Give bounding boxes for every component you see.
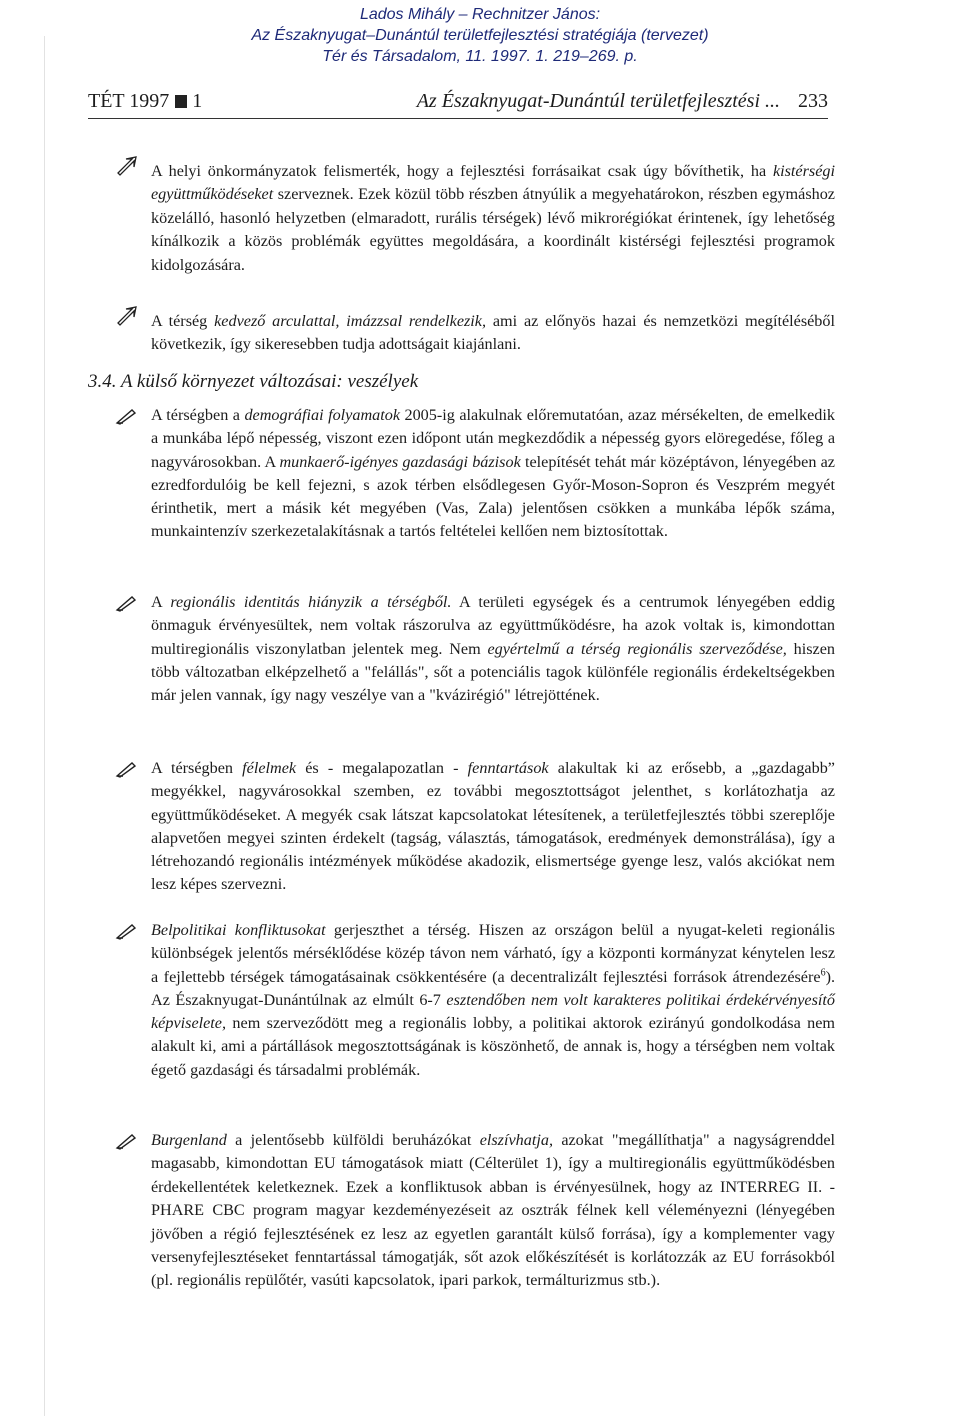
opportunity-item bbox=[151, 310, 835, 356]
pencil-icon bbox=[115, 919, 139, 941]
pencil-icon bbox=[115, 757, 139, 779]
citation-source: Tér és Társadalom, 11. 1997. 1. 219–269. p. bbox=[322, 48, 638, 65]
page-number: 233 bbox=[798, 90, 828, 112]
threat-text: Burgenland a jelentősebb külföldi beruházókat elszívhatja, azokat "megállíthatja" a nagyságrenddel magasabb, kimondottan EU támogatások miatt (Célterület 1), így a multiregionális együttműködésben érdekellentétek keletkeznek. Ezek a konfliktusok abban is érvényesülnek, hogy az INTERREG II. - PHARE CBC program magyar kezdeményezéseit az osztrák félnek kell véleményezni (lényegében jövőben a régió fejlesztésének ez lesz az egyetlen garantált külső forrása), így a komplementer vagy versenyfejlesztéseket fenntartással támogatják, sőt azok előkészítését is korlátozzák az EU forrásokból (pl. regionális repülőtér, vasúti kapcsolatok, ipari parkok, termálturizmus stb.). bbox=[151, 1131, 835, 1290]
citation-block bbox=[0, 4, 960, 67]
threat-text: A regionális identitás hiányzik a térségből. A területi egységek és a centrumok lényegében eddig önmaguk érvényesültek, nem voltak rászorulva az együttműködésre, ha azok voltak is, kimondottan multiregionális viszonylatban jelentek meg. Nem egyértelmű a térség regionális szerveződése, hiszen több változatban elképzelhető a "felállás", sőt a potenciális tagok különféle regionális érdekeltségekben már jelen vannak, így nagy veszélye van a "kvázirégió" létrejöttének. bbox=[151, 593, 835, 704]
citation-title: Az Északnyugat–Dunántúl területfejlesztési stratégiája (tervezet) bbox=[251, 27, 709, 44]
opportunity-text: A helyi önkormányzatok felismerték, hogy a fejlesztési forrásaikat csak úgy bővíthetik, ha kistérségi együttműködéseket szerveznek. Ezek közül több részben átnyúlik a megyehatárokon, részben egymáshoz közelálló, hasonló helyzetben (elmaradott, rurális térségek) lévő mikrorégiókat érintenek, így lehetőség kínálkozik a közös problémák együttes megoldására, a koordinált kistérségi fejlesztési programok kidolgozására. bbox=[151, 162, 835, 274]
opportunity-item bbox=[151, 160, 835, 277]
threat-item bbox=[151, 404, 835, 544]
pencil-icon bbox=[115, 1129, 139, 1151]
section-title: 3.4. A külső környezet változásai: veszélyek bbox=[88, 371, 419, 392]
threat-item bbox=[151, 1129, 835, 1293]
threat-item bbox=[151, 591, 835, 707]
threat-text: Belpolitikai konfliktusokat gerjeszthet a térség. Hiszen az országon belül a nyugat-keleti regionális különbségek jelentős mérséklődése közép távon nem várható, így a központi kormányzat kénytelen lesz a fejlettebb térségek támogatásainak csökkentésére (a decentralizált fejlesztési források átrendezésére$^6$). Az Északnyugat-Dunántúlnak az elmúlt 6-7 esztendőben nem volt karakteres politikai érdekérvényesítő képviselete, nem szerveződött meg a regionális lobby, a politikai aktorok ezirányú gondolkodása nem alakult ki, ami a pártállások megosztottságának is köszönhető, de annak is, hogy a térségben nem voltak égető gazdasági és társadalmi problémák. bbox=[151, 921, 835, 1079]
pencil-icon bbox=[115, 404, 139, 426]
square-separator-icon bbox=[175, 95, 187, 108]
pencil-icon bbox=[115, 591, 139, 613]
hollow-arrow-icon bbox=[115, 154, 139, 176]
threat-text: A térségben félelmek és - megalapozatlan - fenntartások alakultak ki az erősebb, a „gazdagabb” megyékkel, nagyvárosokkal szemben, ez további megosztottságot jelenthet, s korlátozhatja az együttműködéseket. A megyék csak látszat kapcsolatokat létesítenek, a területfejlesztés többi szereplője alapvetően megyei szinten érdekelt (tagság, választás, támogatások, eredmények demonstrálása), így a létrehozandó regionális intézmények működése akadozik, elismertsége gyenge lesz, valós akciókat nem lesz képes szervezni. bbox=[151, 759, 835, 894]
running-header bbox=[88, 90, 828, 119]
scan-margin-line bbox=[44, 36, 45, 1416]
threat-text: A térségben a demográfiai folyamatok 2005-ig alakulnak előremutatóan, azaz mérsékelten, de emelkedik a munkába lépő népesség, viszont ezen időpont után megkezdődik a népesség gyors elöregedése, főleg a nagyvárosokban. A munkaerő-igényes gazdasági bázisok telepítését tehát már középtávon, lényegében az ezredfordulóig be kell fejezni, s azok térben elsődlegesen Győr-Moson-Sopron és Veszprém megyét érinthetik, mert a másik két megyében (Vas, Zala) jelentősen csökken a munkába lépők száma, munkaintenzív szerkezetalakításnak a tartós feltételei kellően nem biztosítottak. bbox=[151, 406, 835, 541]
hollow-arrow-icon bbox=[115, 304, 139, 326]
running-title: Az Északnyugat-Dunántúl területfejlesztési ... bbox=[416, 90, 780, 112]
threat-item bbox=[151, 757, 835, 897]
journal-name: TÉT 1997 bbox=[88, 90, 170, 112]
citation-authors: Lados Mihály – Rechnitzer János: bbox=[359, 6, 601, 23]
threat-item bbox=[151, 919, 835, 1082]
issue-number: 1 bbox=[192, 90, 203, 112]
opportunity-text: A térség kedvező arculattal, imázzsal rendelkezik, ami az előnyös hazai és nemzetközi megítéléséből következik, így sikeresebben tudja adottságait kiajánlani. bbox=[151, 312, 835, 353]
